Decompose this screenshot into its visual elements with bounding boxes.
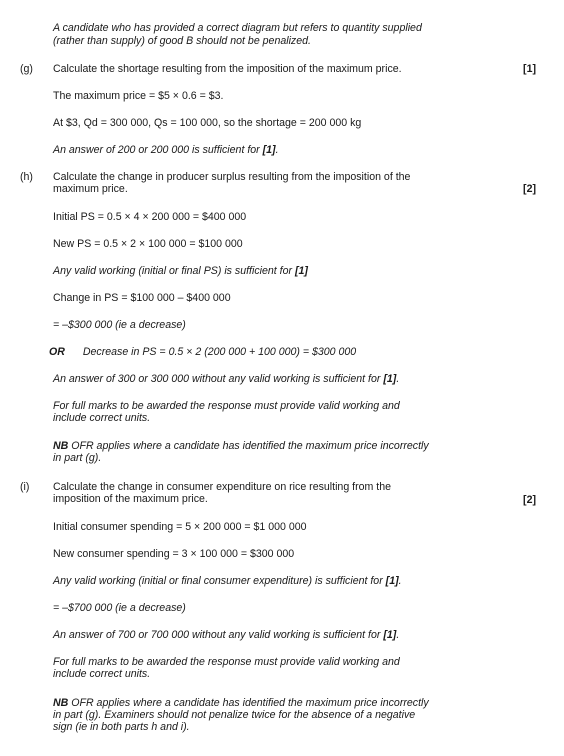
part-g-note: An answer of 200 or 200 000 is sufficient for [1]. bbox=[53, 144, 279, 156]
intro-line-2: (rather than supply) of good B should not be penalized. bbox=[53, 35, 311, 47]
part-g-marks: [1] bbox=[523, 63, 536, 75]
part-i-nb-3: sign (ie in both parts h and i). bbox=[53, 721, 190, 733]
part-h-result: = –$300 000 (ie a decrease) bbox=[53, 319, 186, 331]
part-h-initial: Initial PS = 0.5 × 4 × 200 000 = $400 000 bbox=[53, 211, 247, 223]
part-h-or-line: OR Decrease in PS = 0.5 × 2 (200 000 + 100 000) = $300 000 bbox=[49, 346, 357, 358]
part-g-line-1: The maximum price = $5 × 0.6 = $3. bbox=[53, 90, 224, 102]
part-h-answer: An answer of 300 or 300 000 without any valid working is sufficient for [1]. bbox=[53, 373, 400, 385]
part-i-question-2: imposition of the maximum price. bbox=[53, 493, 208, 505]
part-h-nb-2: in part (g). bbox=[53, 452, 102, 464]
part-i-full-2: include correct units. bbox=[53, 668, 151, 680]
part-i-answer: An answer of 700 or 700 000 without any valid working is sufficient for [1]. bbox=[53, 629, 400, 641]
part-h-question-2: maximum price. bbox=[53, 183, 128, 195]
part-i-result: = –$700 000 (ie a decrease) bbox=[53, 602, 186, 614]
part-g-question: Calculate the shortage resulting from the imposition of the maximum price. bbox=[53, 63, 402, 75]
part-i-full-1: For full marks to be awarded the response must provide valid working and bbox=[53, 656, 400, 668]
part-i-new: New consumer spending = 3 × 100 000 = $300 000 bbox=[53, 548, 295, 560]
part-h-nb-1: NB OFR applies where a candidate has identified the maximum price incorrectly bbox=[53, 440, 429, 452]
part-h-marks: [2] bbox=[523, 183, 536, 195]
part-i-marks: [2] bbox=[523, 494, 536, 506]
part-h-valid: Any valid working (initial or final PS) is sufficient for [1] bbox=[53, 265, 308, 277]
part-i-valid: Any valid working (initial or final consumer expenditure) is sufficient for [1]. bbox=[53, 575, 402, 587]
part-i-initial: Initial consumer spending = 5 × 200 000 = $1 000 000 bbox=[53, 521, 307, 533]
part-h-full-2: include correct units. bbox=[53, 412, 151, 424]
part-i-label: (i) bbox=[20, 481, 30, 493]
part-i-nb-1: NB OFR applies where a candidate has identified the maximum price incorrectly bbox=[53, 697, 429, 709]
part-h-new: New PS = 0.5 × 2 × 100 000 = $100 000 bbox=[53, 238, 243, 250]
part-g-label: (g) bbox=[20, 63, 33, 75]
part-h-change: Change in PS = $100 000 – $400 000 bbox=[53, 292, 231, 304]
part-i-question-1: Calculate the change in consumer expenditure on rice resulting from the bbox=[53, 481, 392, 493]
part-g-line-2: At $3, Qd = 300 000, Qs = 100 000, so the shortage = 200 000 kg bbox=[53, 117, 362, 129]
part-h-question-1: Calculate the change in producer surplus resulting from the imposition of the bbox=[53, 171, 411, 183]
part-h-full-1: For full marks to be awarded the response must provide valid working and bbox=[53, 400, 400, 412]
part-i-nb-2: in part (g). Examiners should not penalize twice for the absence of a negative bbox=[53, 709, 416, 721]
part-h-label: (h) bbox=[20, 171, 33, 183]
intro-line-1: A candidate who has provided a correct diagram but refers to quantity supplied bbox=[53, 22, 422, 34]
